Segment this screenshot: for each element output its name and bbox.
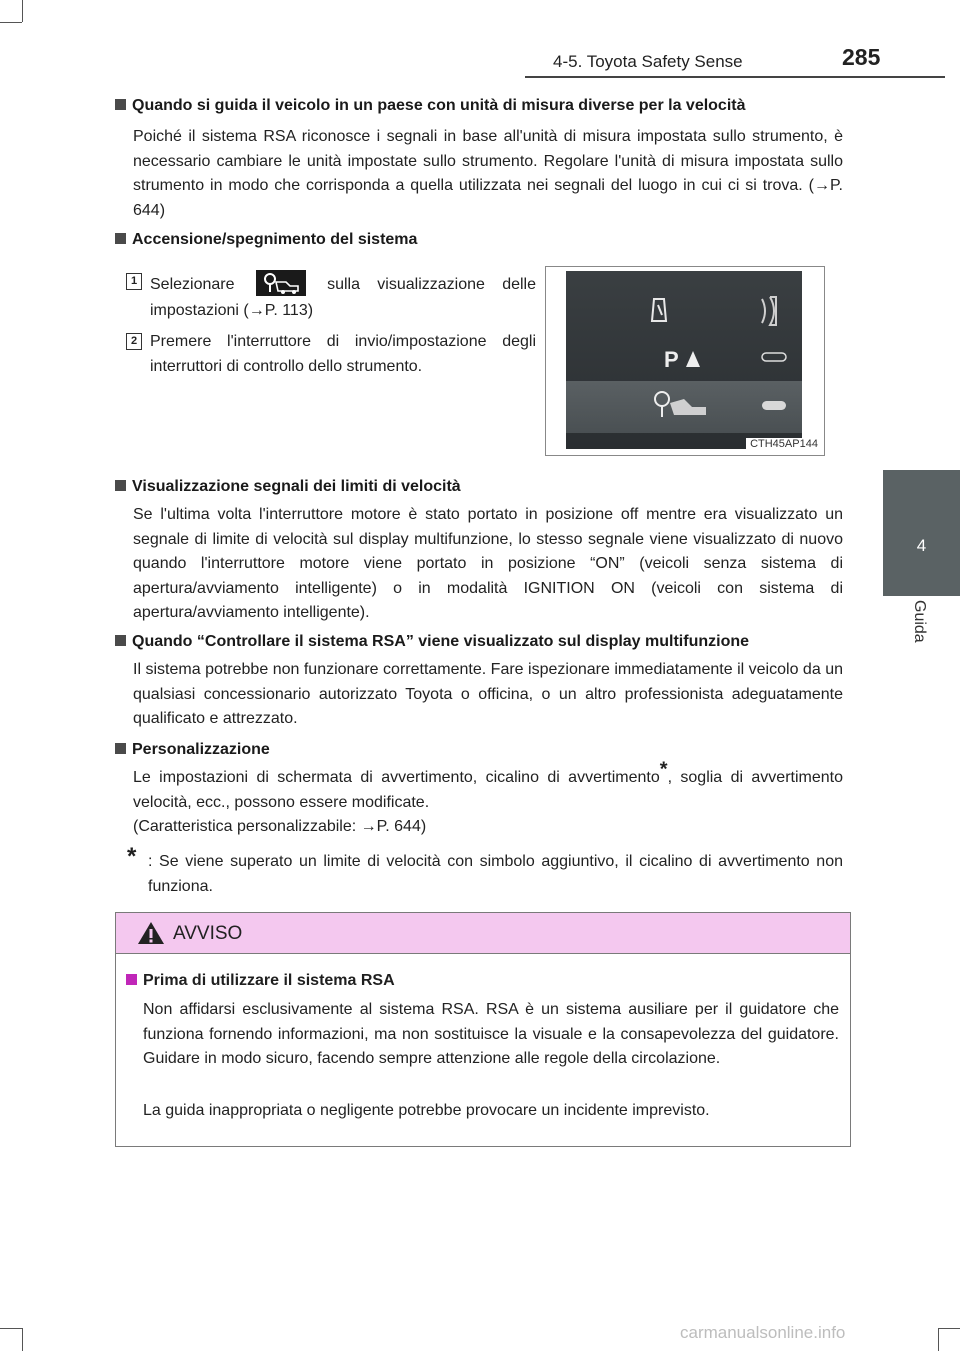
crop-mark [0, 22, 22, 23]
heading-text: Quando si guida il veicolo in un paese con unità di misura diverse per la velocità [132, 97, 746, 114]
menu-row [566, 333, 802, 385]
square-bullet-icon [115, 99, 126, 110]
step-text: Premere l'interruttore di invio/impostazione degli interruttori di controllo dello strumento. [150, 333, 536, 375]
chapter-number: 4 [916, 536, 927, 555]
square-bullet-icon [126, 974, 137, 985]
section-text [133, 758, 843, 840]
step-text-before: Selezionare [150, 276, 235, 293]
asterisk-mark: * [659, 758, 668, 781]
svg-text:P: P [664, 347, 679, 372]
section-text: Se l'ultima volta l'interruttore motore è stato portato in posizione off mentre era visualizzato un segnale di limite di velocità sul display multifunzione, lo stesso segnale viene visualizzato di nuovo quando l'interruttore motore viene portato in posizione “ON” (veicoli senza sistema di apertura/avviamento intelligente) o in modalità IGNITION ON (veicoli con sistema di apertura/avviamento intelligente). [133, 506, 843, 621]
step-number: 2 [126, 333, 142, 350]
crop-mark [22, 1328, 23, 1351]
step-number: 1 [126, 273, 142, 290]
warning-text: Non affidarsi esclusivamente al sistema RSA. RSA è un sistema ausiliare per il guidatore che funziona fornendo informazioni, ma non sostituisce la visuale e la consapevolezza del guidatore. Guidare in modo sicuro, facendo sempre attenzione alle regole della circolazione. [143, 1001, 839, 1067]
chapter-tab [883, 470, 960, 596]
menu-row [566, 285, 802, 337]
warning-subtitle: Prima di utilizzare il sistema RSA [143, 972, 395, 989]
figure-caption: CTH45AP144 [746, 438, 822, 452]
watermark: carmanualsonline.info [680, 1323, 846, 1342]
step-text [150, 270, 536, 324]
heading-text: Quando “Controllare il sistema RSA” viene visualizzato sul display multifunzione [132, 633, 750, 650]
text-after-asterisk: , soglia di avvertimento velocità, ecc., possono essere modificate. [133, 769, 843, 811]
warning-subheading [126, 972, 395, 990]
warning-triangle-icon [137, 921, 165, 945]
heading-text: Accensione/spegnimento del sistema [132, 231, 418, 248]
header-divider [525, 76, 945, 78]
crop-mark [0, 1328, 22, 1329]
page-number: 285 [842, 44, 881, 70]
rsa-sign-car-icon [256, 270, 306, 296]
section-heading [115, 633, 749, 651]
crop-mark [938, 1328, 939, 1351]
footnote-text: : Se viene superato un limite di velocità con simbolo aggiuntivo, il cicalino di avvertimento non funziona. [148, 853, 843, 895]
square-bullet-icon [115, 743, 126, 754]
section-heading [115, 231, 417, 249]
square-bullet-icon [115, 635, 126, 646]
warning-box [115, 912, 851, 1147]
menu-row-selected [566, 381, 802, 433]
text-before-asterisk: Le impostazioni di schermata di avvertimento, cicalino di avvertimento [133, 769, 660, 786]
section-heading [115, 97, 746, 115]
section-heading [115, 741, 270, 759]
heading-text: Visualizzazione segnali dei limiti di velocità [132, 478, 461, 495]
warning-text: La guida inappropriata o negligente potrebbe provocare un incidente imprevisto. [143, 1102, 710, 1119]
footnote-mark: * [127, 843, 137, 870]
section-title: 4-5. Toyota Safety Sense [553, 52, 743, 71]
warning-header [116, 913, 850, 954]
section-text: Poiché il sistema RSA riconosce i segnali in base all'unità di misura impostata sullo strumento, è necessario cambiare le unità impostate sullo strumento. Regolare l'unità di misura impostata sullo strumento in modo che corrisponda a quella utilizzata nei segnali del luogo in cui ci si trova. (→P. 644) [133, 128, 843, 219]
section-heading [115, 478, 461, 496]
instrument-display-photo [566, 271, 802, 449]
square-bullet-icon [115, 480, 126, 491]
chapter-label: Guida [911, 600, 928, 643]
step-text-after: sulla visualizzazione delle impostazioni (→P. 113) [150, 276, 536, 319]
customization-reference: (Caratteristica personalizzabile: →P. 644) [133, 818, 427, 835]
square-bullet-icon [115, 233, 126, 244]
heading-text: Personalizzazione [132, 741, 270, 758]
warning-title: AVVISO [173, 923, 243, 944]
crop-mark [938, 1328, 960, 1329]
section-text: Il sistema potrebbe non funzionare correttamente. Fare ispezionare immediatamente il veicolo da un qualsiasi concessionario autorizzato Toyota o officina, o un altro professionista adeguatamente qualificato e attrezzato. [133, 661, 843, 727]
crop-mark [22, 0, 23, 22]
